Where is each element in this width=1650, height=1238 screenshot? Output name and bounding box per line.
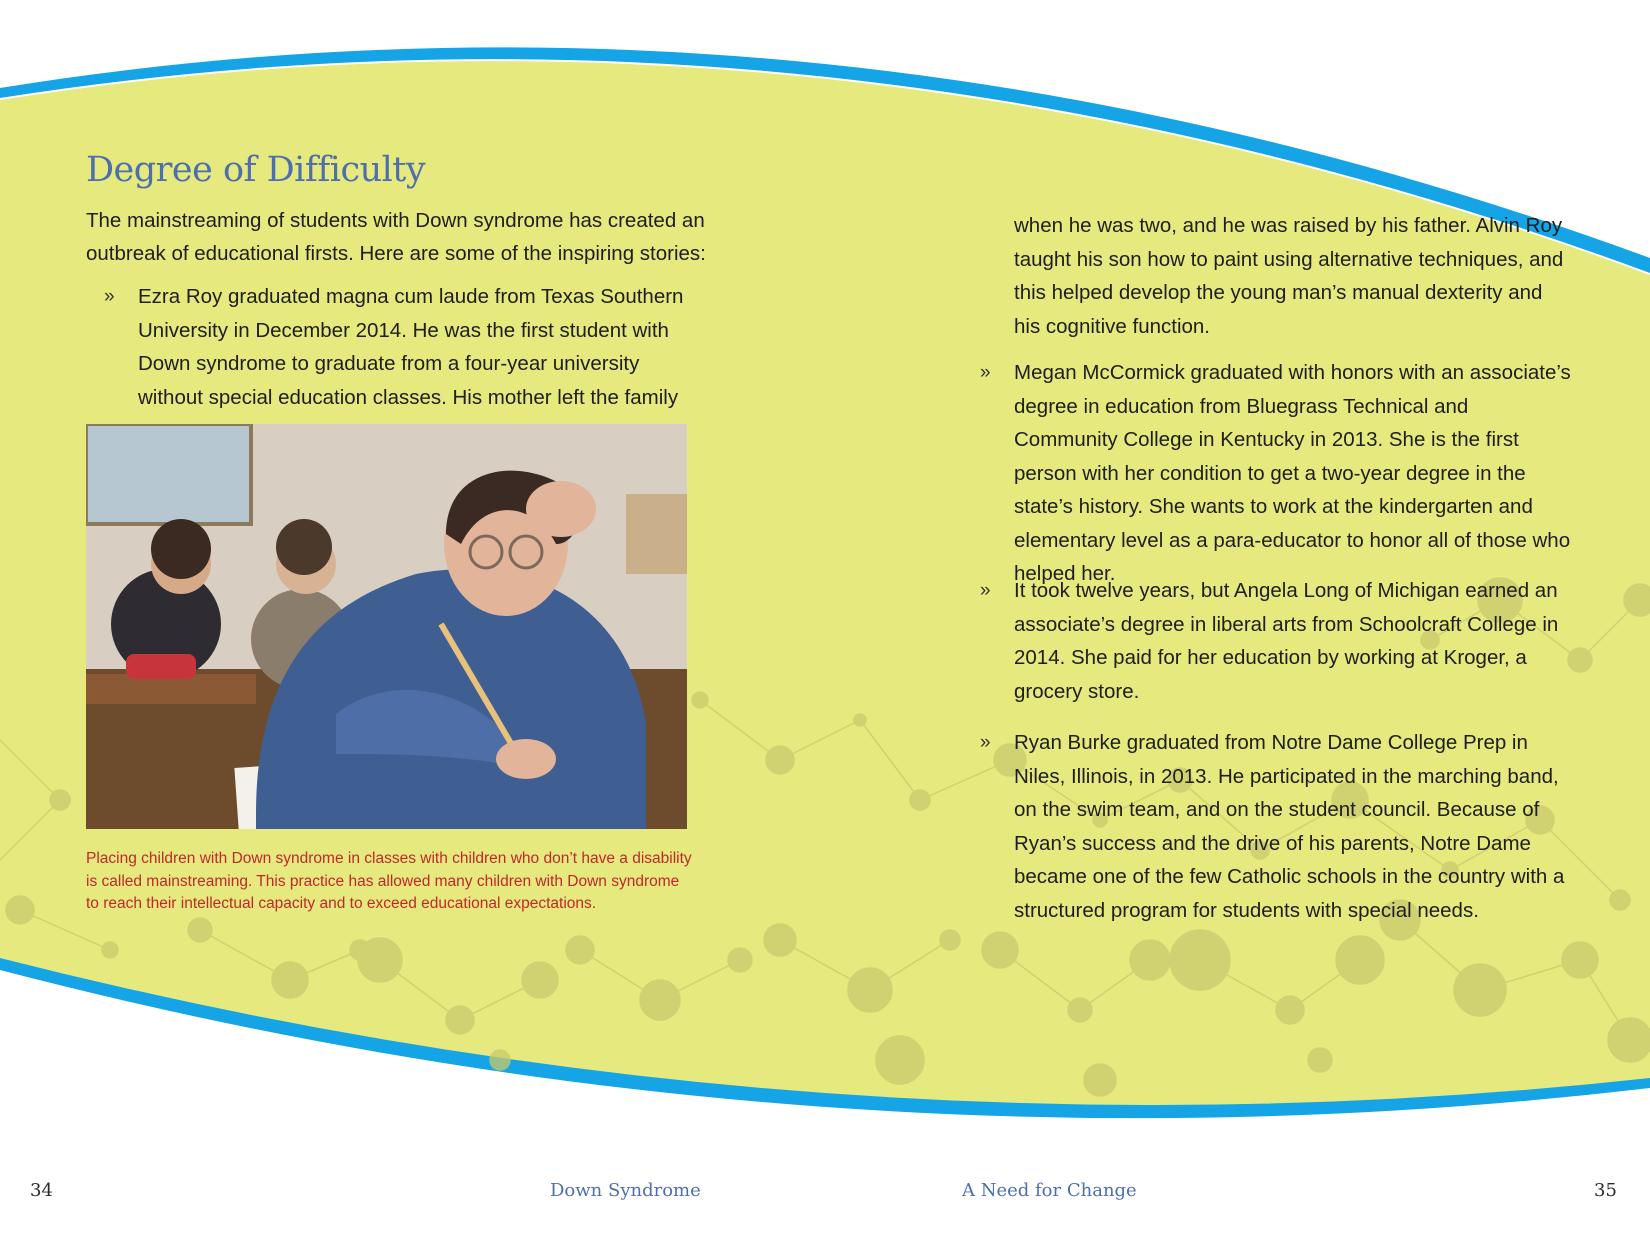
story-text: It took twelve years, but Angela Long of Michigan earned an associate’s degree in liberal arts from Schoolcraft College in 2014. She paid for her education by working at Kroger, a grocery store.: [1014, 579, 1559, 703]
left-running-title: Down Syndrome: [550, 1180, 701, 1201]
right-page-number: 35: [1594, 1180, 1617, 1201]
list-item: [980, 726, 1574, 927]
right-running-title: A Need for Change: [962, 1180, 1137, 1201]
list-item: [980, 356, 1574, 591]
story-text: Ezra Roy graduated magna cum laude from Texas Southern University in December 2014. He was the first student with Down syndrome to graduate from a four-year university without special education classes. His mother left the family: [138, 285, 684, 409]
story-text: Ryan Burke graduated from Notre Dame College Prep in Niles, Illinois, in 2013. He participated in the marching band, on the swim team, and on the student council. Because of Ryan’s success and the drive of his parents, Notre Dame became one of the few Catholic schools in the country with a structured program for students with special needs.: [1014, 731, 1565, 922]
left-page-number: 34: [30, 1180, 53, 1201]
photo-caption: Placing children with Down syndrome in classes with children who don’t have a disability is called mainstreaming. This practice has allowed many children with Down syndrome to reach their intellectual capacity and to exceed educational expectations.: [86, 850, 692, 912]
story-text-continued: when he was two, and he was raised by his father. Alvin Roy taught his son how to paint using alternative techniques, and this helped develop the young man’s manual dexterity and his cognitive function.: [1014, 214, 1564, 338]
list-item: [104, 280, 686, 414]
bullet-icon: »: [104, 286, 115, 307]
wall-map-icon: [86, 424, 251, 524]
classroom-photo: [86, 424, 687, 829]
page-title: Degree of Difficulty: [86, 150, 426, 190]
intro-paragraph: The mainstreaming of students with Down syndrome has created an outbreak of educational firsts. Here are some of the inspiring stories:: [86, 209, 706, 265]
bullet-icon: »: [980, 362, 991, 383]
bullet-icon: »: [980, 732, 991, 753]
bullet-icon: »: [980, 580, 991, 601]
list-item: [1014, 209, 1574, 343]
story-text: Megan McCormick graduated with honors with an associate’s degree in education from Bluegrass Technical and Community College in Kentucky in 2013. She is the first person with her condition to get a two-year degree in the state’s history. She wants to work at the kindergarten and elementary level as a para-educator to honor all of those who helped her.: [1014, 361, 1571, 585]
list-item: [980, 574, 1574, 708]
